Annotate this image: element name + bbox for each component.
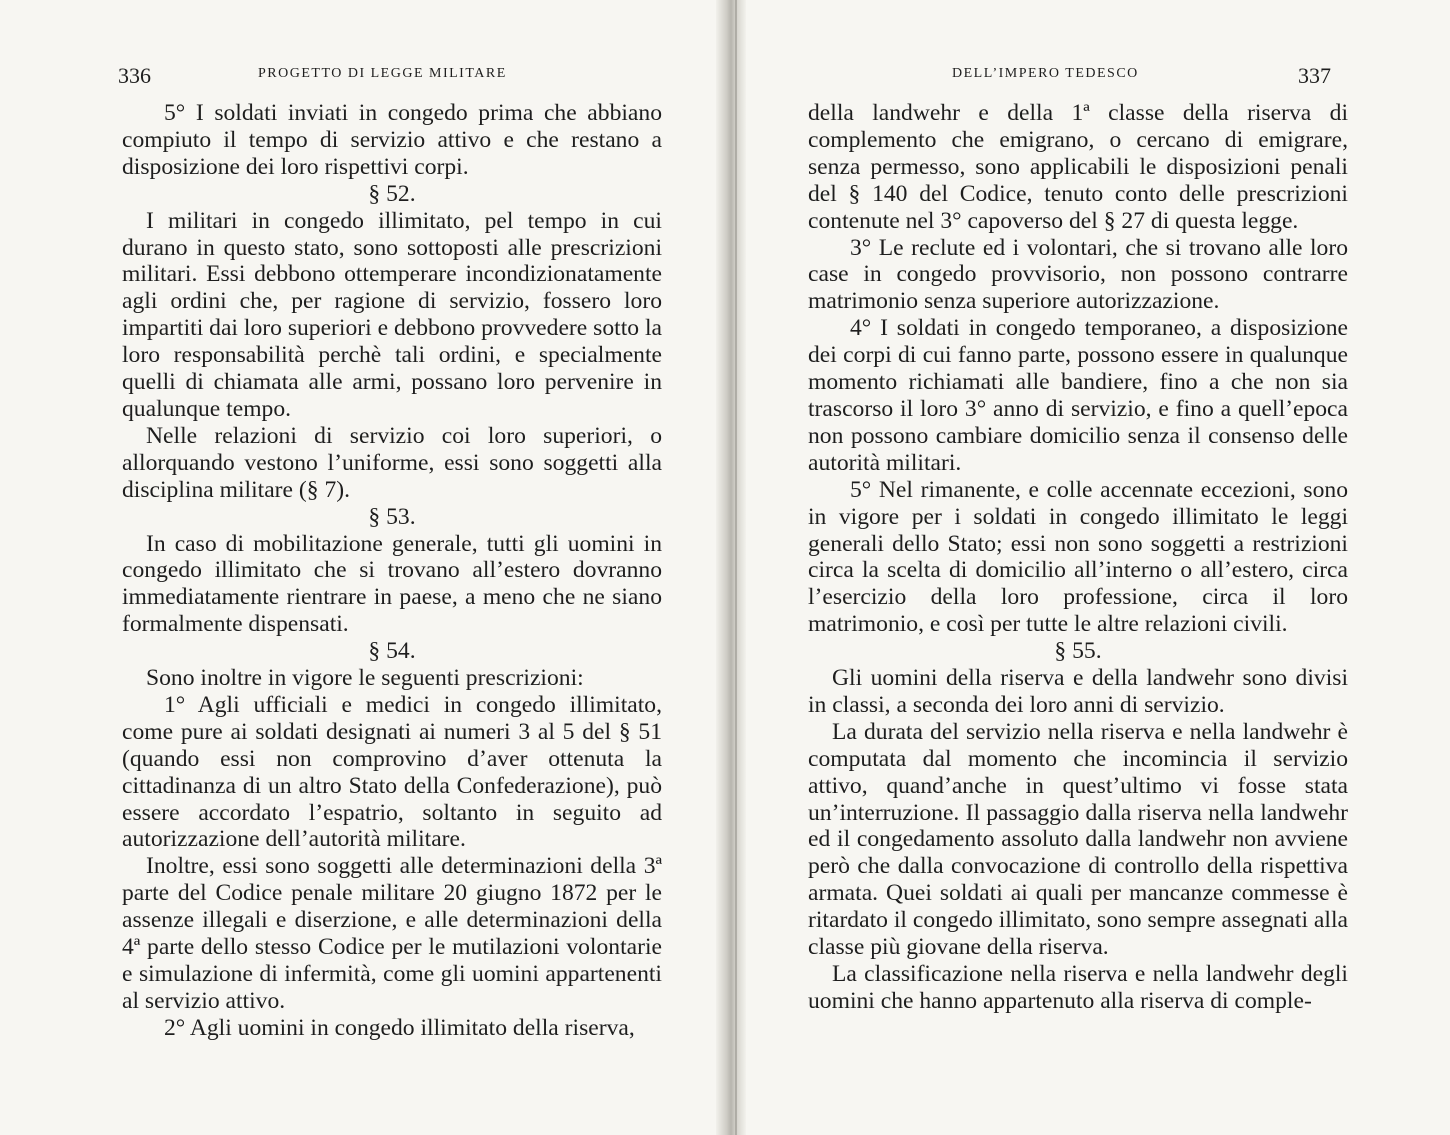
page-number: 336 bbox=[118, 63, 151, 88]
paragraph: 5° Nel rimanente, e colle accennate eccezioni, sono in vigore per i soldati in congedo illimitato le leggi generali dello Stato; essi non sono soggetti a restrizioni circa la scelta di domicilio all’interno o all’estero, circa l’esercizio della loro professione, circa il loro matrimonio, e così per tutte le altre relazioni civili. bbox=[808, 476, 1348, 638]
left-page bbox=[0, 0, 716, 1135]
paragraph: In caso di mobilitazione generale, tutti gli uomini in congedo illimitato che si trovano all’estero dovranno immediatamente rientrare in paese, a meno che ne siano formalmente dispensati. bbox=[122, 530, 662, 638]
section-heading: § 52. bbox=[368, 180, 416, 207]
paragraph: I militari in congedo illimitato, pel tempo in cui durano in questo stato, sono sottoposti alle prescrizioni militari. Essi debbono ottemperare incondizionatamente agli ordini che, per ragione di servizio, fossero loro impartiti dai loro superiori e debbono provvedere sotto la loro responsabilità perchè tali ordini, e specialmente quelli di chiamata alle armi, possano loro pervenire in qualunque tempo. bbox=[122, 207, 662, 422]
section-heading: § 55. bbox=[1054, 638, 1102, 665]
paragraph: La classificazione nella riserva e nella landwehr degli uomini che hanno appartenuto alla riserva di comple- bbox=[808, 961, 1348, 1014]
left-page-text bbox=[122, 100, 662, 1042]
paragraph: Inoltre, essi sono soggetti alle determinazioni della 3ª parte del Codice penale militare 20 giugno 1872 per le assenze illegali e diserzione, e alle determinazioni della 4ª parte dello stesso Codice per le mutilazioni volontarie e simulazione di infermità, come gli uomini appartenenti al servizio attivo. bbox=[122, 853, 662, 1014]
section-heading: § 54. bbox=[368, 638, 416, 665]
gutter-fold-line bbox=[735, 0, 737, 1135]
book-gutter bbox=[716, 0, 746, 1135]
paragraph: 1° Agli ufficiali e medici in congedo illimitato, come pure ai soldati designati ai numeri 3 al 5 del § 51 (quando essi non comprovino d’aver ottenuta la cittadinanza di un altro Stato della Confederazione), può essere accordato l’espatrio, soltanto in seguito ad autorizzazione dell’autorità militare. bbox=[122, 691, 662, 853]
paragraph: della landwehr e della 1ª classe della riserva di complemento che emigrano, o cercano di emigrare, senza permesso, sono applicabili le disposizioni penali del § 140 del Codice, tenuto conto delle prescrizioni contenute nel 3° capoverso del § 27 di questa legge. bbox=[808, 100, 1348, 234]
paragraph: Nelle relazioni di servizio coi loro superiori, o allorquando vestono l’uniforme, essi sono soggetti alla disciplina militare (§ 7). bbox=[122, 422, 662, 503]
paragraph: 2° Agli uomini in congedo illimitato della riserva, bbox=[164, 1014, 635, 1041]
page-number: 337 bbox=[1298, 63, 1331, 88]
section-heading: § 53. bbox=[368, 503, 416, 530]
right-page-text bbox=[808, 100, 1348, 1015]
paragraph: 3° Le reclute ed i volontari, che si trovano alle loro case in congedo provvisorio, non possono contrarre matrimonio senza superiore autorizzazione. bbox=[808, 234, 1348, 315]
paragraph: Sono inoltre in vigore le seguenti prescrizioni: bbox=[146, 665, 584, 692]
right-page bbox=[746, 0, 1450, 1135]
paragraph: 5° I soldati inviati in congedo prima che abbiano compiuto il tempo di servizio attivo e che restano a disposizione dei loro rispettivi corpi. bbox=[122, 100, 662, 180]
paragraph: Gli uomini della riserva e della landwehr sono divisi in classi, a seconda dei loro anni di servizio. bbox=[808, 665, 1348, 718]
paragraph: 4° I soldati in congedo temporaneo, a disposizione dei corpi di cui fanno parte, possono essere in qualunque momento richiamati alle bandiere, fino a che non sia trascorso il loro 3° anno di servizio, e fino a quell’epoca non possono cambiare domicilio senza il consenso delle autorità militari. bbox=[808, 315, 1348, 476]
running-head: PROGETTO DI LEGGE MILITARE bbox=[258, 66, 507, 81]
paragraph: La durata del servizio nella riserva e nella landwehr è computata dal momento che incomincia il servizio attivo, quand’anche in quest’ultimo vi fosse stata un’interruzione. Il passaggio dalla riserva nella landwehr ed il congedamento assoluto dalla landwehr non avviene però che dalla convocazione di controllo della rispettiva armata. Quei soldati ai quali per mancanze commesse è ritardato il congedo illimitato, sono sempre assegnati alla classe più giovane della riserva. bbox=[808, 718, 1348, 961]
running-head: DELL’IMPERO TEDESCO bbox=[952, 66, 1139, 81]
